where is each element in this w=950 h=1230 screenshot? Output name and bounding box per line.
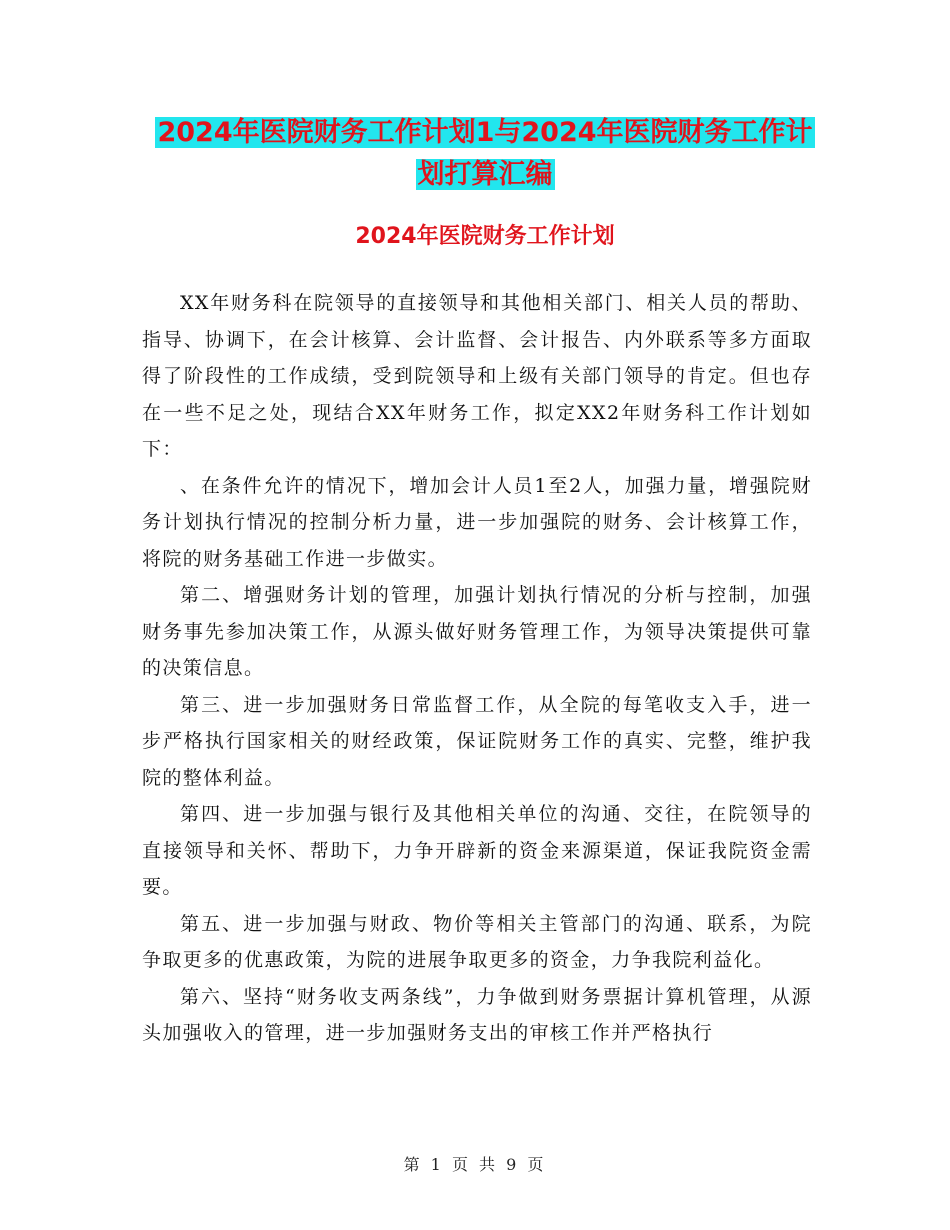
- title-line-1: 2024年医院财务工作计划1与2024年医院财务工作计: [157, 117, 813, 148]
- paragraph: XX年财务科在院领导的直接领导和其他相关部门、相关人员的帮助、指导、协调下，在会计核算、会计监督、会计报告、内外联系等多方面取得了阶段性的工作成绩，受到院领导和上级有关部门领导的肯定。但也存在一些不足之处，现结合XX年财务工作，拟定XX2年财务科工作计划如下：: [142, 292, 812, 460]
- document-title: [140, 112, 830, 196]
- title-line-2: 划打算汇编: [417, 159, 553, 190]
- paragraph: 、在条件允许的情况下，增加会计人员1至2人，加强力量，增强院财务计划执行情况的控制分析力量，进一步加强院的财务、会计核算工作，将院的财务基础工作进一步做实。: [142, 474, 812, 570]
- paragraph: 第四、进一步加强与银行及其他相关单位的沟通、交往，在院领导的直接领导和关怀、帮助下，力争开辟新的资金来源渠道，保证我院资金需要。: [142, 803, 812, 898]
- page-footer: 第 1 页 共 9 页: [403, 1155, 547, 1174]
- paragraph: 第三、进一步加强财务日常监督工作，从全院的每笔收支入手，进一步严格执行国家相关的财经政策，保证院财务工作的真实、完整，维护我院的整体利益。: [142, 693, 812, 789]
- paragraph: 第二、增强财务计划的管理，加强计划执行情况的分析与控制，加强财务事先参加决策工作，从源头做好财务管理工作，为领导决策提供可靠的决策信息。: [142, 584, 812, 679]
- document-body: [142, 285, 812, 1052]
- paragraph: 第六、坚持“财务收支两条线”，力争做到财务票据计算机管理，从源头加强收入的管理，进一步加强财务支出的审核工作并严格执行: [142, 985, 812, 1044]
- paragraph: 第五、进一步加强与财政、物价等相关主管部门的沟通、联系，为院争取更多的优惠政策，为院的进展争取更多的资金，力争我院利益化。: [142, 912, 812, 971]
- section-heading: 2024年医院财务工作计划: [355, 224, 615, 249]
